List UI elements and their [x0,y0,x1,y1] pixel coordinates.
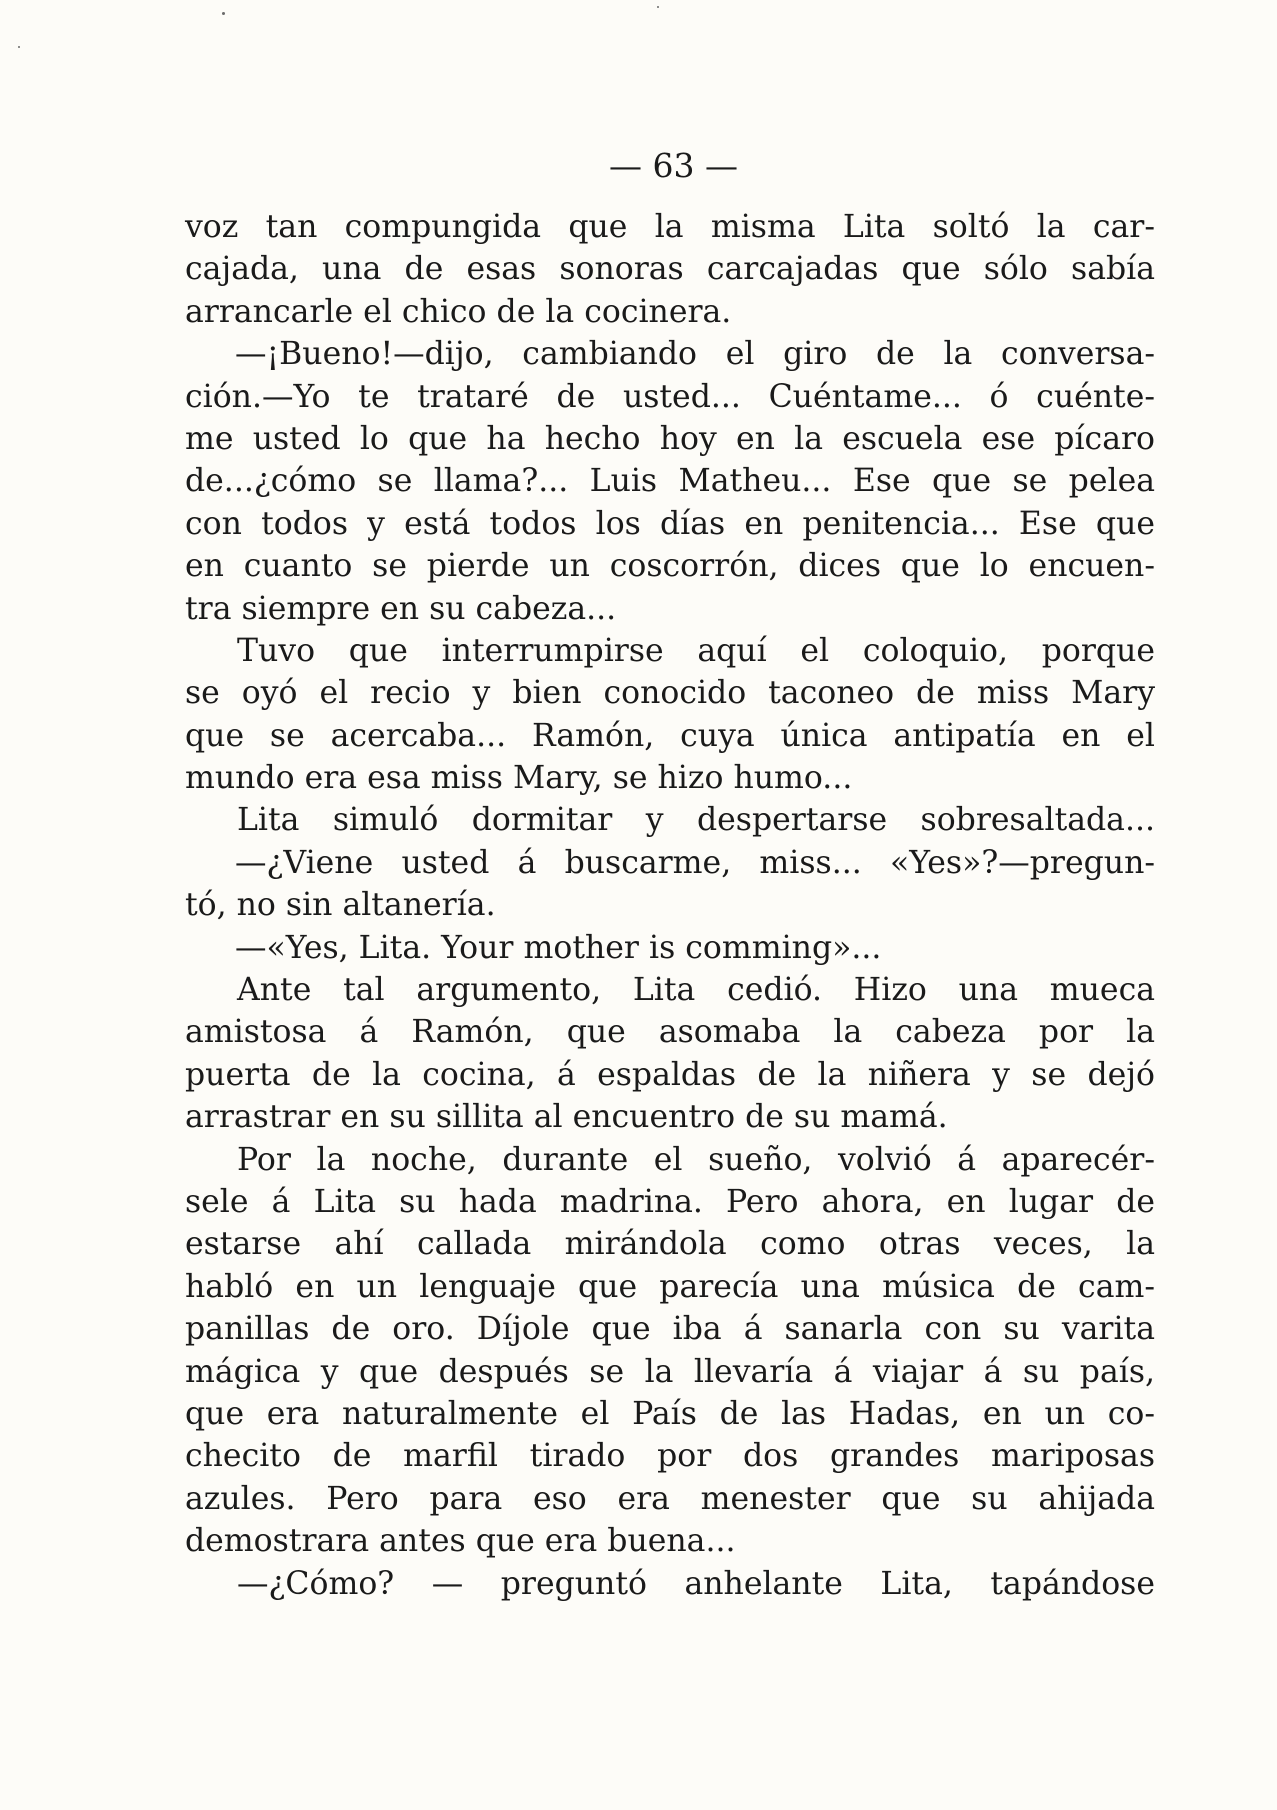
text-line: panillas de oro. Díjole que iba á sanarla con su varita [185,1311,1155,1348]
text-line: checito de marfil tirado por dos grandes mariposas [185,1438,1155,1475]
body-text [185,206,1155,1605]
text-line: —¡Bueno!—dijo, cambiando el giro de la conversa- [235,336,1155,373]
text-line: voz tan compungida que la misma Lita soltó la car- [185,209,1155,245]
text-line: —«Yes, Lita. Your mother is comming»... [235,929,882,966]
text-line: de...¿cómo se llama?... Luis Matheu... Ese que se pelea [185,463,1155,500]
text-line: Lita simuló dormitar y despertarse sobresaltada... [237,802,1155,839]
text-line: amistosa á Ramón, que asomaba la cabeza por la [185,1014,1155,1051]
text-line: arrastrar en su sillita al encuentro de su mamá. [185,1099,948,1136]
text-line: tra siempre en su cabeza... [185,590,617,627]
text-line: —¿Cómo? — preguntó anhelante Lita, tapándose [237,1565,1155,1602]
text-line: mágica y que después se la llevaría á viajar á su país, [185,1353,1155,1390]
text-line: habló en un lenguaje que parecía una música de cam- [185,1268,1155,1305]
text-line: demostrara antes que era buena... [185,1523,736,1560]
text-line: cajada, una de esas sonoras carcajadas que sólo sabía [185,251,1155,288]
text-line: sele á Lita su hada madrina. Pero ahora, en lugar de [185,1183,1155,1220]
text-line: ción.—Yo te trataré de usted... Cuéntame... ó cuénte- [185,378,1155,415]
text-line: azules. Pero para eso era menester que su ahijada [185,1480,1155,1517]
text-line: que era naturalmente el País de las Hadas, en un co- [185,1395,1155,1432]
text-line: tó, no sin altanería. [185,887,496,924]
text-line: con todos y está todos los días en penitencia... Ese que [185,505,1155,542]
text-line: —¿Viene usted á buscarme, miss... «Yes»?—pregun- [235,844,1155,881]
text-line: arrancarle el chico de la cocinera. [185,293,732,330]
text-line: mundo era esa miss Mary, se hizo humo... [185,760,853,797]
text-line: Por la noche, durante el sueño, volvió á aparecér- [237,1141,1155,1178]
text-line: puerta de la cocina, á espaldas de la niñera y se dejó [185,1056,1155,1093]
text-line: Ante tal argumento, Lita cedió. Hizo una mueca [237,972,1155,1009]
paper-speck [18,46,20,48]
text-line: Tuvo que interrumpirse aquí el coloquio, porque [237,632,1155,669]
text-line: que se acercaba... Ramón, cuya única antipatía en el [185,717,1155,754]
paper-speck [657,6,659,8]
text-line: se oyó el recio y bien conocido taconeo de miss Mary [185,675,1155,712]
text-line: me usted lo que ha hecho hoy en la escuela ese pícaro [185,420,1155,457]
page-number: — 63 — [609,146,738,185]
text-line: en cuanto se pierde un coscorrón, dices que lo encuen- [185,548,1155,585]
paper-speck [222,12,225,15]
text-line: estarse ahí callada mirándola como otras veces, la [185,1226,1155,1263]
